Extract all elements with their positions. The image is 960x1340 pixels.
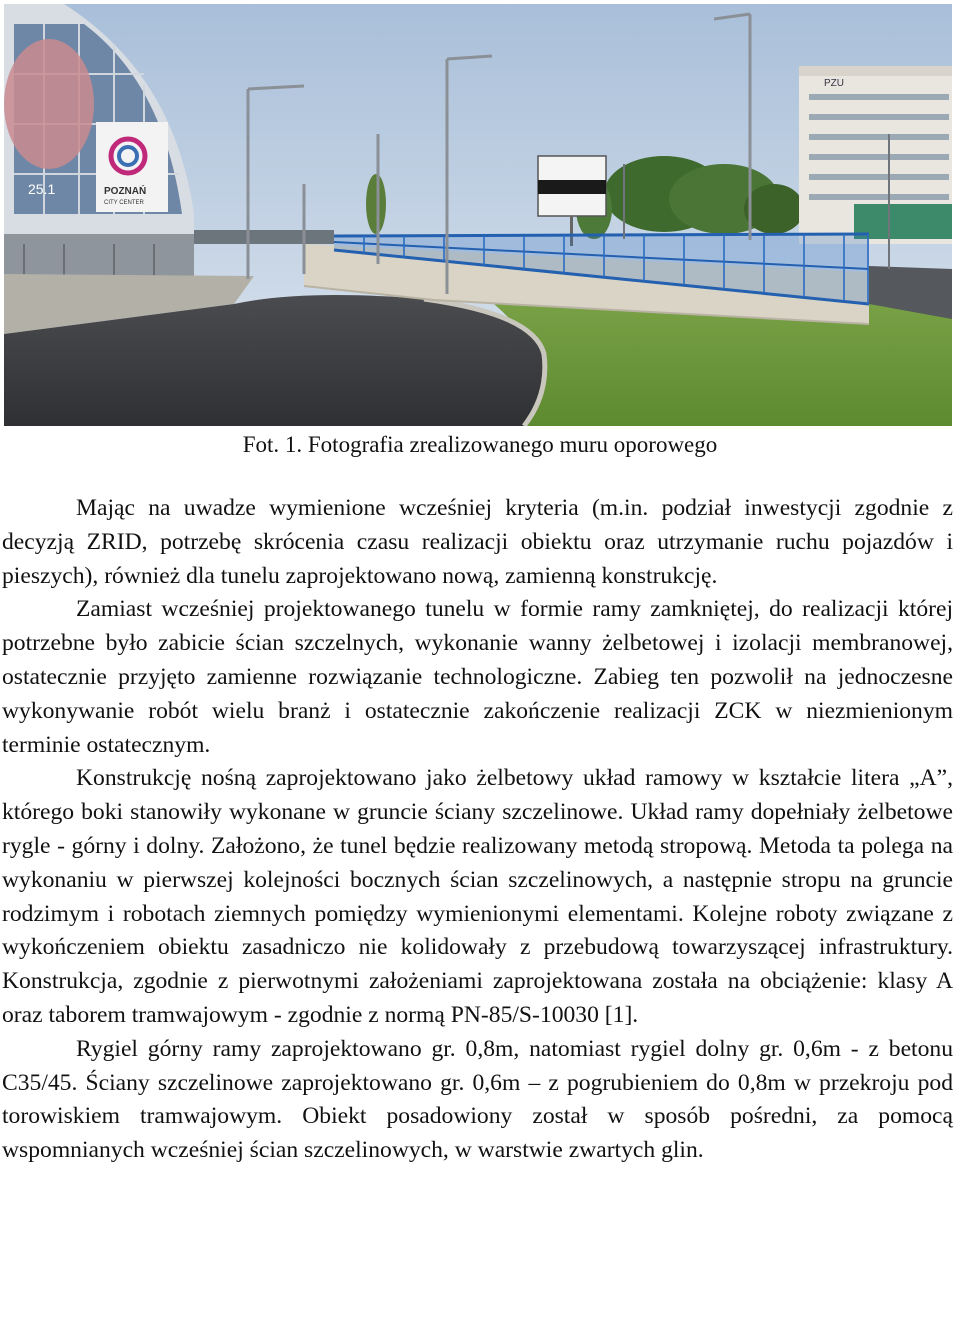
billboard-date: 25.1 — [28, 181, 56, 197]
mall-sign: POZNAŃ — [104, 186, 147, 197]
figure-caption: Fot. 1. Fotografia zrealizowanego muru oporowego — [242, 432, 718, 457]
pzu-sign: PZU — [824, 78, 844, 89]
paragraph-3: Konstrukcję nośną zaprojektowano jako żelbetowy układ ramowy w kształcie litera „A”, którego boki stanowiły wykonane w gruncie ściany szczelinowe. Układ ramy dopełniały żelbetowe rygle - górny i dolny. Założono, że tunel będzie realizowany metodą stropową. Metoda ta polega na wykonaniu w pierwszej kolejności bocznych ścian szczelinowych, a następnie stropu na gruncie rodzimym i robotach ziemnych pomiędzy wymienionymi elementami. Kolejne roboty związane z wykończeniem obiektu zasadniczo nie kolidowały z przebudową towarzyszącej infrastruktury. Konstrukcja, zgodnie z pierwotnymi założeniami zaprojektowana została na obciążenie: klasy A oraz taborem tramwajowym - zgodnie z normą PN-85/S-10030 [1]. — [2, 765, 953, 1028]
paragraph-4: Rygiel górny ramy zaprojektowano gr. 0,8m, natomiast rygiel dolny gr. 0,6m - z betonu C35/45. Ściany szczelinowe zaprojektowano gr. 0,6m – z pogrubieniem do 0,8m w przekroju pod torowiskiem tramwajowym. Obiekt posadowiony został w sposób pośredni, za pomocą wspomnianych wcześniej ścian szczelinowych, w warstwie zwartych glin. — [2, 1035, 953, 1164]
pzu-building — [799, 66, 952, 244]
paragraph-1: Mając na uwadze wymienione wcześniej kryteria (m.in. podział inwestycji zgodnie z decyzją ZRID, potrzebę skrócenia czasu realizacji obiektu oraz utrzymanie ruchu pojazdów i pieszych), również dla tunelu zaprojektowano nową, zamienną konstrukcję. — [2, 495, 953, 589]
mall-sign-sub: CITY CENTER — [104, 200, 144, 206]
paragraph-2: Zamiast wcześniej projektowanego tunelu w formie ramy zamkniętej, do realizacji której potrzebne było zabicie ścian szczelnych, wykonanie wanny żelbetowej i izolacji membranowej, ostatecznie przyjęto zamienne rozwiązanie technologiczne. Zabieg ten pozwolił na jednoczesne wykonywanie robót wielu branż i ostatecznie zakończenie realizacji ZCK w niezmienionym terminie ostatecznym. — [2, 596, 953, 758]
viaduct — [194, 230, 334, 244]
body-text — [2, 492, 953, 1168]
retaining-wall-photo — [4, 4, 952, 426]
